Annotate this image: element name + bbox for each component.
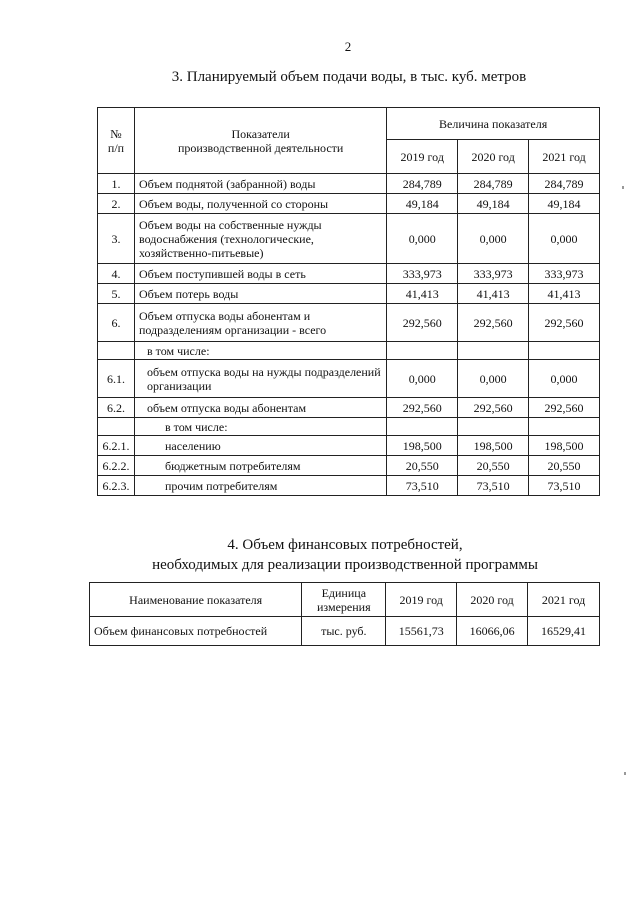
row-number: 4.	[98, 264, 135, 284]
row-indicator-name: объем отпуска воды на нужды подразделений организации	[134, 360, 386, 398]
table-row	[98, 174, 600, 194]
row-value: 198,500	[529, 436, 600, 456]
year-header: 2020 год	[457, 583, 528, 617]
row-value: 41,413	[387, 284, 458, 304]
finance-value: 15561,73	[386, 617, 457, 646]
table-row	[98, 476, 600, 496]
row-value: 20,550	[529, 456, 600, 476]
row-indicator-name: в том числе:	[134, 418, 386, 436]
head-value: Величина показателя	[387, 108, 600, 140]
row-indicator-name: Объем воды на собственные нужды водоснабжения (технологические, хозяйственно-питьевые)	[134, 214, 386, 264]
year-header: 2020 год	[458, 140, 529, 174]
row-value: 292,560	[529, 398, 600, 418]
section4-title-line1: 4. Объем финансовых потребностей,	[227, 537, 463, 553]
row-value	[387, 418, 458, 436]
year-header: 2021 год	[528, 583, 600, 617]
row-number	[98, 342, 135, 360]
row-value: 73,510	[458, 476, 529, 496]
row-number: 5.	[98, 284, 135, 304]
row-value: 0,000	[529, 360, 600, 398]
row-value: 284,789	[529, 174, 600, 194]
table-row	[98, 436, 600, 456]
table-row	[98, 360, 600, 398]
head-num: № п/п	[98, 108, 135, 174]
water-supply-table	[97, 107, 600, 496]
row-value: 41,413	[529, 284, 600, 304]
row-value: 333,973	[387, 264, 458, 284]
row-value	[458, 418, 529, 436]
section3-title: 3. Планируемый объем подачи воды, в тыс. куб. метров	[171, 69, 527, 85]
table-row	[98, 214, 600, 264]
year-header: 2019 год	[386, 583, 457, 617]
year-header: 2021 год	[529, 140, 600, 174]
row-value: 0,000	[387, 214, 458, 264]
table-row	[98, 264, 600, 284]
finance-row-name: Объем финансовых потребностей	[90, 617, 302, 646]
head-name: Наименование показателя	[90, 583, 302, 617]
row-value: 198,500	[387, 436, 458, 456]
row-value: 20,550	[387, 456, 458, 476]
row-value: 284,789	[387, 174, 458, 194]
table-row	[98, 456, 600, 476]
row-value: 292,560	[529, 304, 600, 342]
row-value	[529, 418, 600, 436]
row-number	[98, 418, 135, 436]
table-row	[98, 304, 600, 342]
row-value: 0,000	[458, 360, 529, 398]
finance-row-unit: тыс. руб.	[302, 617, 386, 646]
row-value: 49,184	[387, 194, 458, 214]
row-value	[458, 342, 529, 360]
row-value: 73,510	[387, 476, 458, 496]
finance-table	[89, 582, 600, 646]
row-value: 73,510	[529, 476, 600, 496]
row-number: 2.	[98, 194, 135, 214]
row-indicator-name: прочим потребителям	[134, 476, 386, 496]
finance-value: 16529,41	[528, 617, 600, 646]
row-value: 49,184	[458, 194, 529, 214]
row-value	[387, 342, 458, 360]
row-indicator-name: населению	[134, 436, 386, 456]
row-indicator-name: бюджетным потребителям	[134, 456, 386, 476]
section4-title	[90, 535, 600, 575]
row-value: 49,184	[529, 194, 600, 214]
row-value: 284,789	[458, 174, 529, 194]
table-row	[98, 194, 600, 214]
scan-mark	[622, 186, 624, 189]
row-value: 0,000	[529, 214, 600, 264]
row-indicator-name: Объем воды, полученной со стороны	[134, 194, 386, 214]
row-value: 20,550	[458, 456, 529, 476]
row-indicator-name: Объем поднятой (забранной) воды	[134, 174, 386, 194]
row-number: 1.	[98, 174, 135, 194]
table-row	[98, 342, 600, 360]
row-value: 292,560	[387, 398, 458, 418]
table-row	[98, 284, 600, 304]
row-number: 6.2.1.	[98, 436, 135, 456]
row-indicator-name: объем отпуска воды абонентам	[134, 398, 386, 418]
row-number: 3.	[98, 214, 135, 264]
year-header: 2019 год	[387, 140, 458, 174]
page-number: 2	[344, 39, 352, 54]
row-number: 6.	[98, 304, 135, 342]
row-indicator-name: Объем поступившей воды в сеть	[134, 264, 386, 284]
row-value: 292,560	[387, 304, 458, 342]
row-value: 333,973	[458, 264, 529, 284]
head-indicator: Показатели производственной деятельности	[134, 108, 386, 174]
section4-title-line2: необходимых для реализации производственной программы	[152, 557, 538, 573]
row-indicator-name: Объем потерь воды	[134, 284, 386, 304]
row-number: 6.2.	[98, 398, 135, 418]
row-value: 198,500	[458, 436, 529, 456]
scan-mark	[624, 772, 626, 775]
row-number: 6.2.2.	[98, 456, 135, 476]
row-number: 6.2.3.	[98, 476, 135, 496]
row-value: 292,560	[458, 398, 529, 418]
row-indicator-name: в том числе:	[134, 342, 386, 360]
row-value	[529, 342, 600, 360]
row-number: 6.1.	[98, 360, 135, 398]
row-value: 292,560	[458, 304, 529, 342]
row-value: 0,000	[387, 360, 458, 398]
table-row	[98, 398, 600, 418]
row-value: 333,973	[529, 264, 600, 284]
row-value: 41,413	[458, 284, 529, 304]
row-value: 0,000	[458, 214, 529, 264]
table-row	[98, 418, 600, 436]
finance-value: 16066,06	[457, 617, 528, 646]
head-unit: Единица измерения	[302, 583, 386, 617]
row-indicator-name: Объем отпуска воды абонентам и подразделениям организации - всего	[134, 304, 386, 342]
